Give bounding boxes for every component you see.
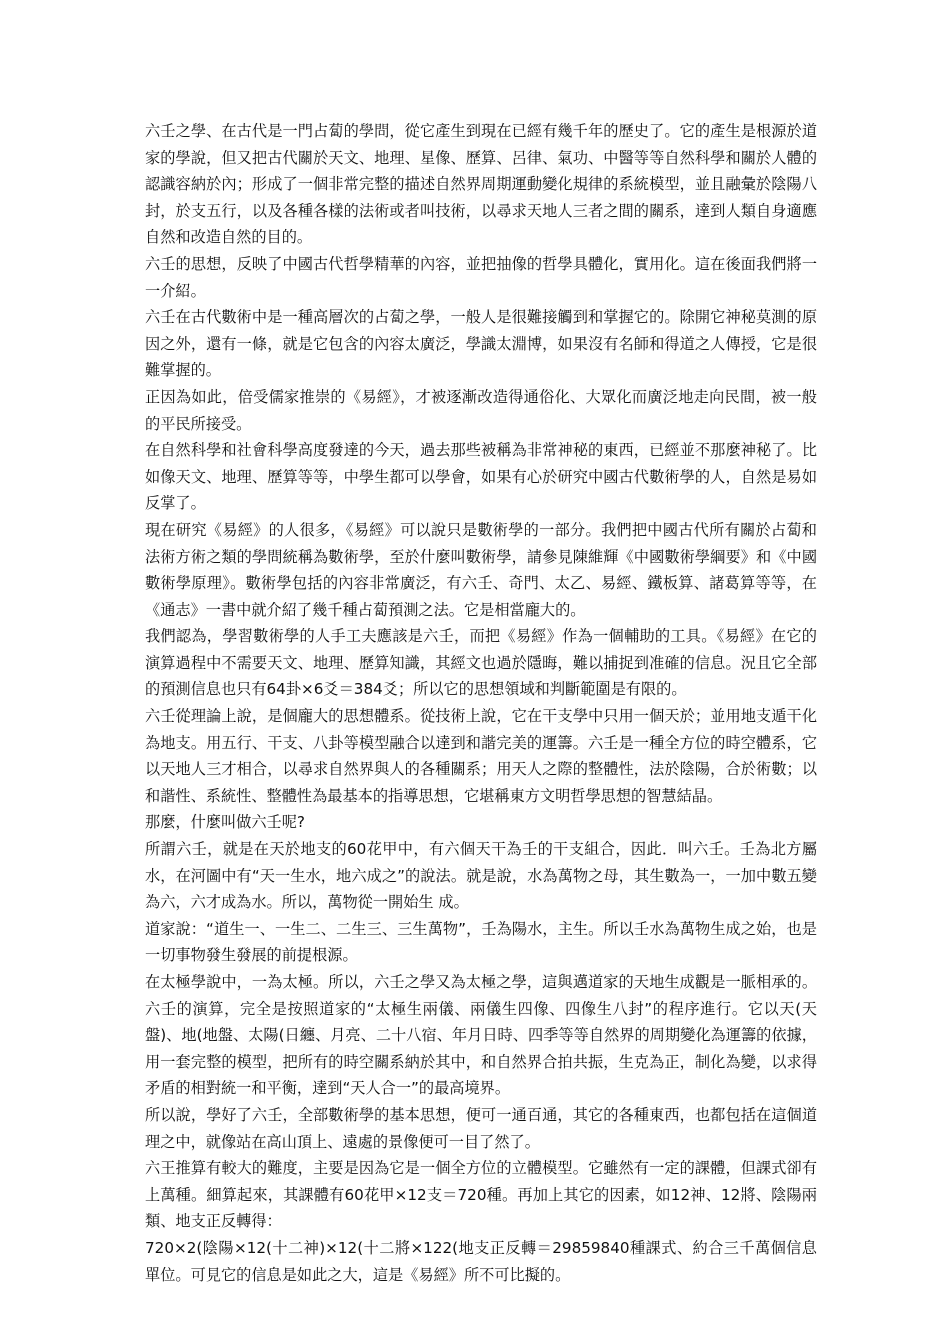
- paragraph: 六王推算有較大的難度，主要是因為它是一個全方位的立體模型。它雖然有一定的課體，但課式卻有上萬種。細算起來，其課體有60花甲×12支＝720種。再加上其它的因素，如12神、12將、陰陽兩類、地支正反轉得：: [145, 1159, 817, 1231]
- paragraph-formula: 720×2(陰陽×12(十二神)×12(十二將×122(地支正反轉＝29859840種課式、約合三千萬個信息單位。可見它的信息是如此之大，這是《易經》所不可比擬的。: [145, 1238, 817, 1284]
- paragraph: 我們認為，學習數術學的人手工夫應該是六壬，而把《易經》作為一個輔助的工具。《易經》在它的演算過程中不需要天文、地理、歷算知識，其經文也過於隱晦，難以捕捉到准確的信息。況且它全部的預測信息也只有64卦×6爻＝384爻；所以它的思想領域和判斷範圍是有限的。: [145, 627, 817, 699]
- paragraph: 所謂六壬，就是在天於地支的60花甲中，有六個天干為壬的干支組合，因此．叫六壬。壬為北方屬水，在河圖中有“天一生水，地六成之”的說法。就是說，水為萬物之母，其生數為一，一加中數五變為六，六才成為水。所以，萬物從一開始生 成。: [145, 840, 817, 912]
- paragraph: 所以說，學好了六壬，全部數術學的基本思想，便可一通百通，其它的各種東西，也都包括在這個道理之中，就像站在高山頂上、遠處的景像便可一目了然了。: [145, 1105, 817, 1151]
- paragraph: 六壬之學、在古代是一門占蔔的學問，從它產生到現在已經有幾千年的歷史了。它的產生是根源於道家的學說，但又把古代關於天文、地理、星像、歷算、呂律、氣功、中醫等等自然科學和關於人體的認識容納於內；形成了一個非常完整的描述自然界周期運動變化規律的系統模型，並且融彙於陰陽八封，於支五行，以及各種各樣的法術或者叫技術，以尋求天地人三者之間的關系，達到人類自身適應自然和改造自然的目的。: [145, 122, 817, 247]
- document-body: [145, 118, 817, 1288]
- paragraph: 現在研究《易經》的人很多，《易經》可以說只是數術學的一部分。我們把中國古代所有關於占蔔和法術方術之類的學問統稱為數術學，至於什麼叫數術學，請參見陳維輝《中國數術學綱要》和《中國數術學原理》。數術學包括的內容非常廣泛，有六壬、奇門、太乙、易經、鐵板算、諸葛算等等，在《通志》一書中就介紹了幾千種占蔔預測之法。它是相當龐大的。: [145, 520, 817, 619]
- paragraph: 在自然科學和社會科學高度發達的今天，過去那些被稱為非常神秘的東西，已經並不那麼神秘了。比如像天文、地理、歷算等等，中學生都可以學會，如果有心於研究中國古代數術學的人，自然是易如反掌了。: [145, 441, 817, 513]
- paragraph-question: 那麼，什麼叫做六壬呢?: [145, 813, 305, 832]
- paragraph: 六壬的思想，反映了中國古代哲學精華的內容，並把抽像的哲學具體化，實用化。這在後面我們將一一介紹。: [145, 254, 817, 300]
- paragraph: 六壬在古代數術中是一種高層次的占蔔之學，一般人是很難接觸到和掌握它的。除開它神秘莫測的原因之外，還有一條，就是它包含的內容太廣泛，學識太淵博，如果沒有名師和得道之人傳授，它是很難掌握的。: [145, 308, 817, 380]
- paragraph: 在太極學說中，一為太極。所以，六壬之學又為太極之學，這與邁道家的天地生成觀是一脈相承的。六壬的演算，完全是按照道家的“太極生兩儀、兩儀生四像、四像生八封”的程序進行。它以天(天盤)、地(地盤、太陽(日纏、月亮、二十八宿、年月日時、四季等等自然界的周期變化為運籌的依據，用一套完整的模型，把所有的時空關系納於其中，和自然界合拍共振，生克為正，制化為變，以求得矛盾的相對統一和平衡，達到“天人合一”的最高境界。: [145, 973, 817, 1098]
- paragraph: 正因為如此，倍受儒家推崇的《易經》，才被逐漸改造得通俗化、大眾化而廣泛地走向民間，被一般的平民所接受。: [145, 387, 817, 433]
- paragraph: 道家說：“道生一、一生二、二生三、三生萬物”，壬為陽水，主生。所以壬水為萬物生成之始，也是一切事物發生發展的前提根源。: [145, 919, 817, 965]
- paragraph: 六壬從理論上說，是個龐大的思想體系。從技術上說，它在干支學中只用一個天於；並用地支遁干化為地支。用五行、干支、八卦等模型融合以達到和諧完美的運籌。六壬是一種全方位的時空體系，它以天地人三才相合，以尋求自然界與人的各種關系；用天人之際的整體性，法於陰陽，合於術數；以和諧性、系統性、整體性為最基本的指導思想，它堪稱東方文明哲學思想的智慧結晶。: [145, 707, 817, 805]
